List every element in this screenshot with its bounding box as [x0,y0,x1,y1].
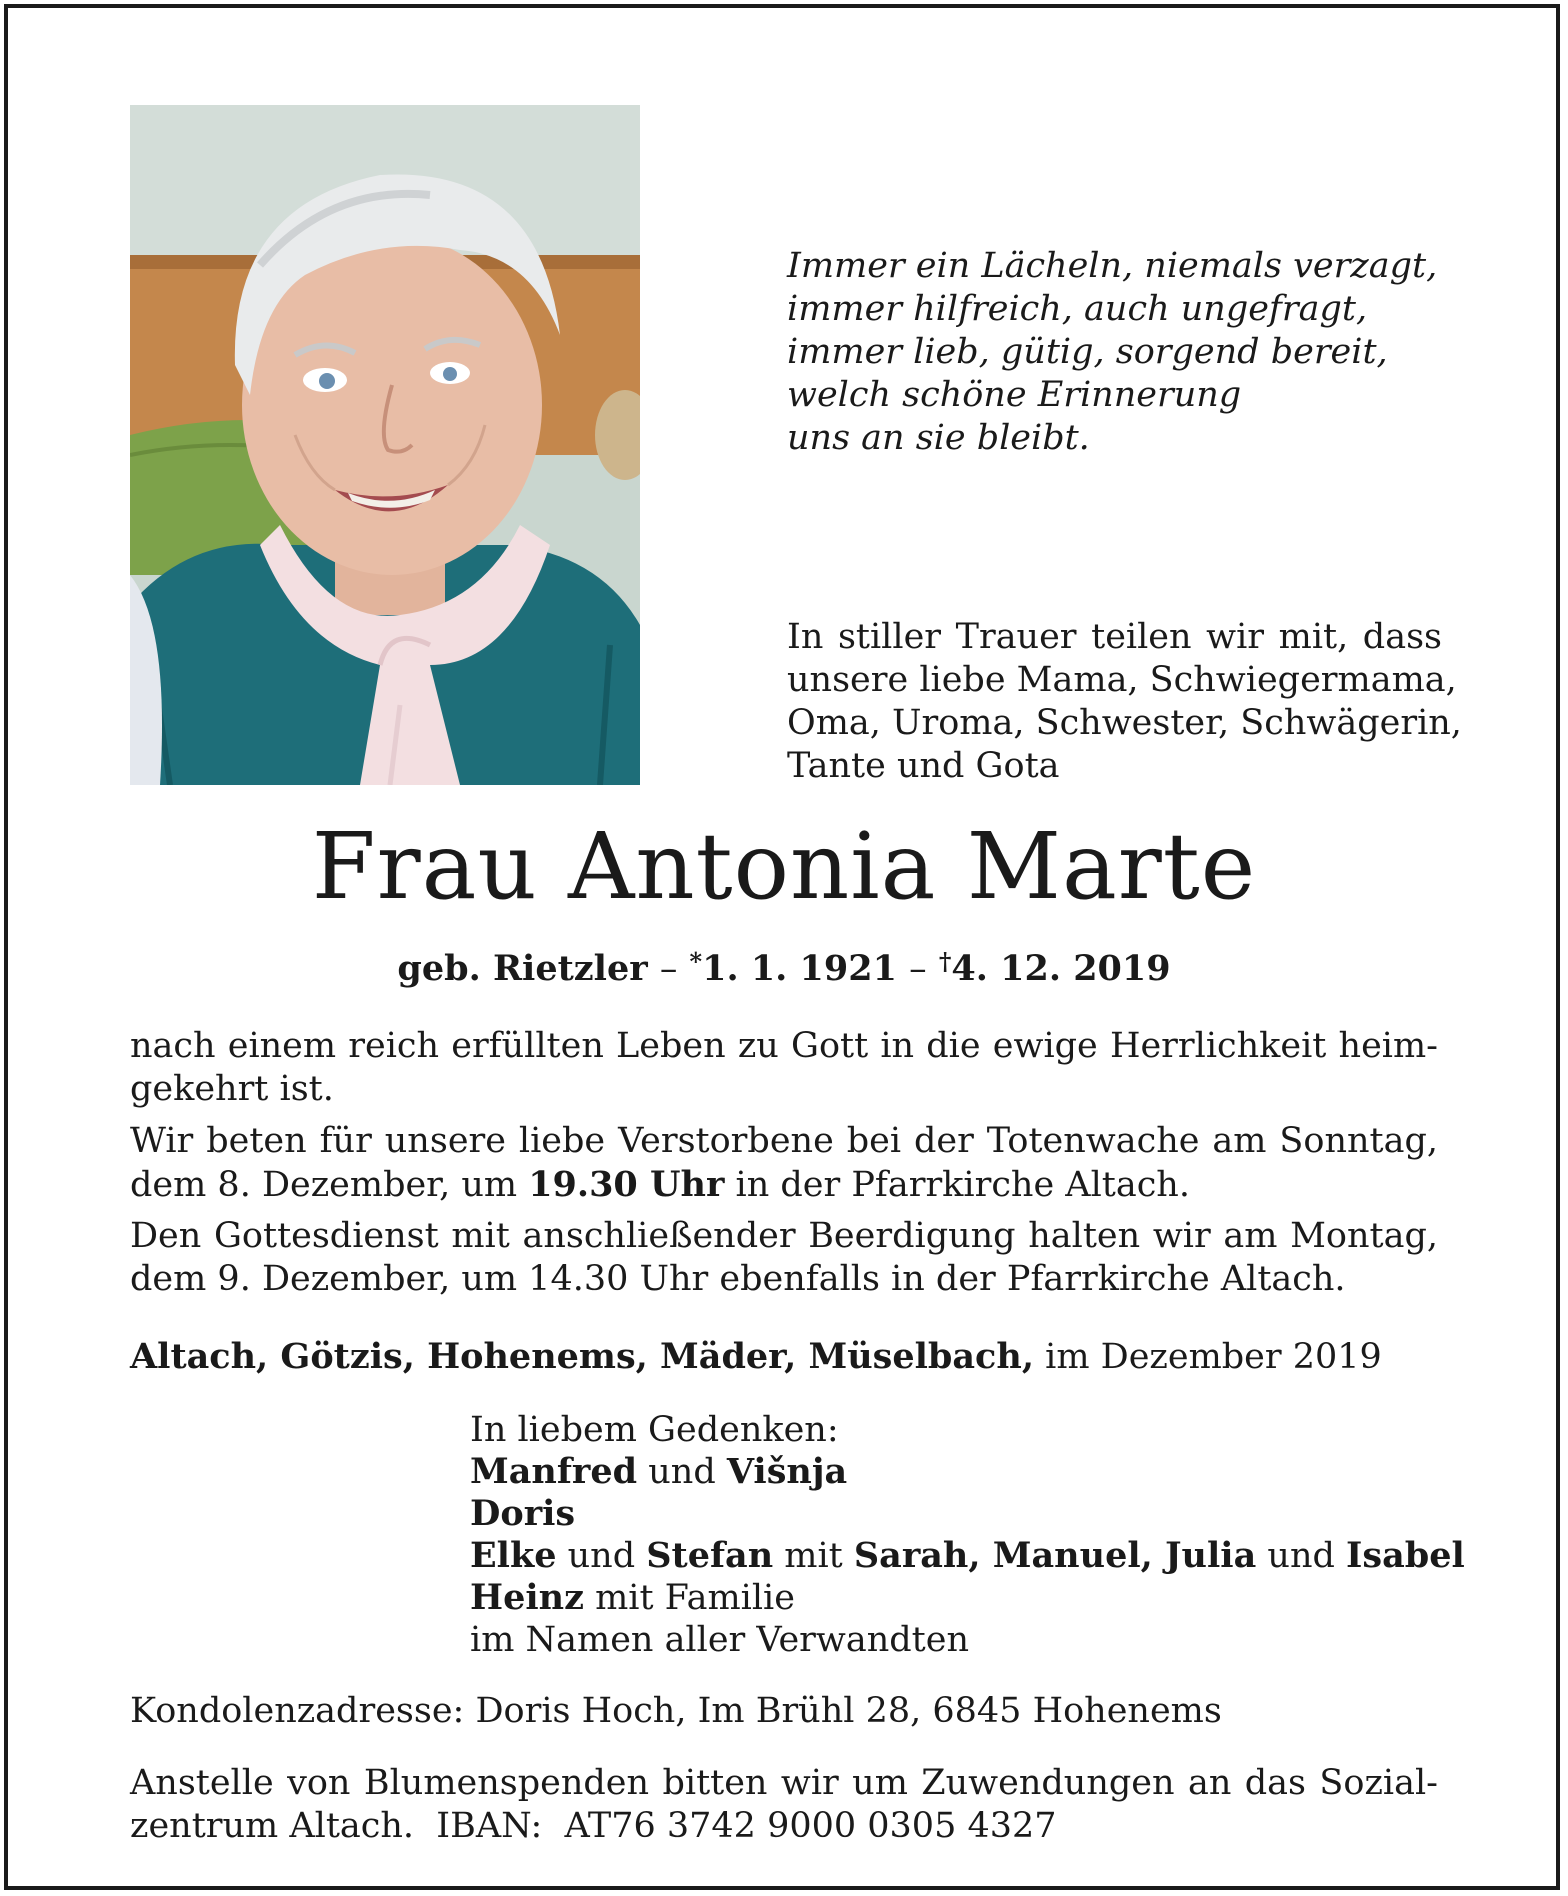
condolence-line: Kondolenzadresse: Doris Hoch, Im Brühl 28, 6845 Hohenems [130,1691,1222,1731]
mourner-name: Elke [470,1535,557,1576]
paragraph-line: nach einem reich erfüllten Leben zu Gott in die ewige Herrlichkeit heim- [130,1026,1438,1066]
vigil-place: in der Pfarrkirche Altach. [724,1165,1190,1205]
mourner-name: Doris [470,1493,576,1534]
mourner-row [470,1577,1470,1619]
donation-line: Anstelle von Blumenspenden bitten wir um Zuwendungen an das Sozial- [130,1763,1438,1803]
paragraph-line [130,1163,1438,1207]
paragraph-line: Den Gottesdienst mit anschließender Beerdigung halten wir am Montag, [130,1216,1438,1256]
paragraph-line: gekehrt ist. [130,1069,334,1109]
life-dates [0,940,1568,991]
intro-line: unsere liebe Mama, Schwiegermama, [787,660,1457,700]
deceased-name: Frau Antonia Marte [311,813,1257,920]
mourner-name: Sarah, Manuel, Julia [853,1535,1257,1576]
connector: und [1256,1536,1347,1576]
place-date-line [130,1335,1438,1379]
death-symbol: † [938,947,952,976]
donation-note [130,1762,1438,1848]
dash: – [909,949,927,989]
mourner-name: Stefan [646,1535,774,1576]
poem-line: immer hilfreich, auch ungefragt, [787,289,1368,329]
poem-line: welch schöne Erinnerung [787,375,1242,415]
donation-line: zentrum Altach. IBAN: AT76 3742 9000 0305 4327 [130,1806,1057,1846]
maiden-name: geb. Rietzler [397,948,648,989]
birth-symbol: * [689,947,703,976]
connector: mit Familie [583,1578,795,1618]
connector: und [637,1452,727,1492]
poem-line: uns an sie bleibt. [787,418,1090,458]
mourners-list [470,1409,1470,1661]
paragraph-line: dem 9. Dezember, um 14.30 Uhr ebenfalls in der Pfarrkirche Altach. [130,1259,1346,1299]
intro-line: Tante und Gota [787,746,1060,786]
mourner-row [470,1535,1470,1577]
paragraph-vigil [130,1120,1438,1207]
mourner-row [470,1451,1470,1493]
connector: und [556,1536,647,1576]
dash: – [659,949,678,989]
death-date: 4. 12. 2019 [951,948,1171,989]
birth-date: 1. 1. 1921 [702,948,897,989]
mourner-name: Višnja [726,1451,848,1492]
portrait-photo [130,105,640,785]
mourner-name: Heinz [470,1577,584,1618]
intro-line: In stiller Trauer teilen wir mit, dass [787,617,1442,657]
memory-heading: In liebem Gedenken: [470,1410,839,1450]
intro-line: Oma, Uroma, Schwester, Schwägerin, [787,703,1462,743]
places-list: Altach, Götzis, Hohenems, Mäder, Müselbach, [130,1336,1035,1377]
poem-line: Immer ein Lächeln, niemals verzagt, [787,246,1438,286]
paragraph-funeral [130,1215,1438,1301]
paragraph-passing [130,1025,1438,1111]
poem-line: immer lieb, gütig, sorgend bereit, [787,332,1388,372]
paragraph-line: Wir beten für unsere liebe Verstorbene bei der Totenwache am Sonntag, [130,1121,1438,1161]
month-year: im Dezember 2019 [1034,1337,1382,1377]
announcement-intro [787,616,1462,788]
mourner-row: im Namen aller Verwandten [470,1620,969,1660]
mourner-name: Manfred [470,1451,638,1492]
mourner-row [470,1493,1470,1535]
connector: mit [773,1536,854,1576]
vigil-time: 19.30 Uhr [528,1164,725,1205]
condolence-address [130,1690,1438,1733]
vigil-date: dem 8. Dezember, um [130,1165,529,1205]
mourner-name: Isabel [1346,1535,1465,1576]
memorial-poem [787,245,1487,460]
